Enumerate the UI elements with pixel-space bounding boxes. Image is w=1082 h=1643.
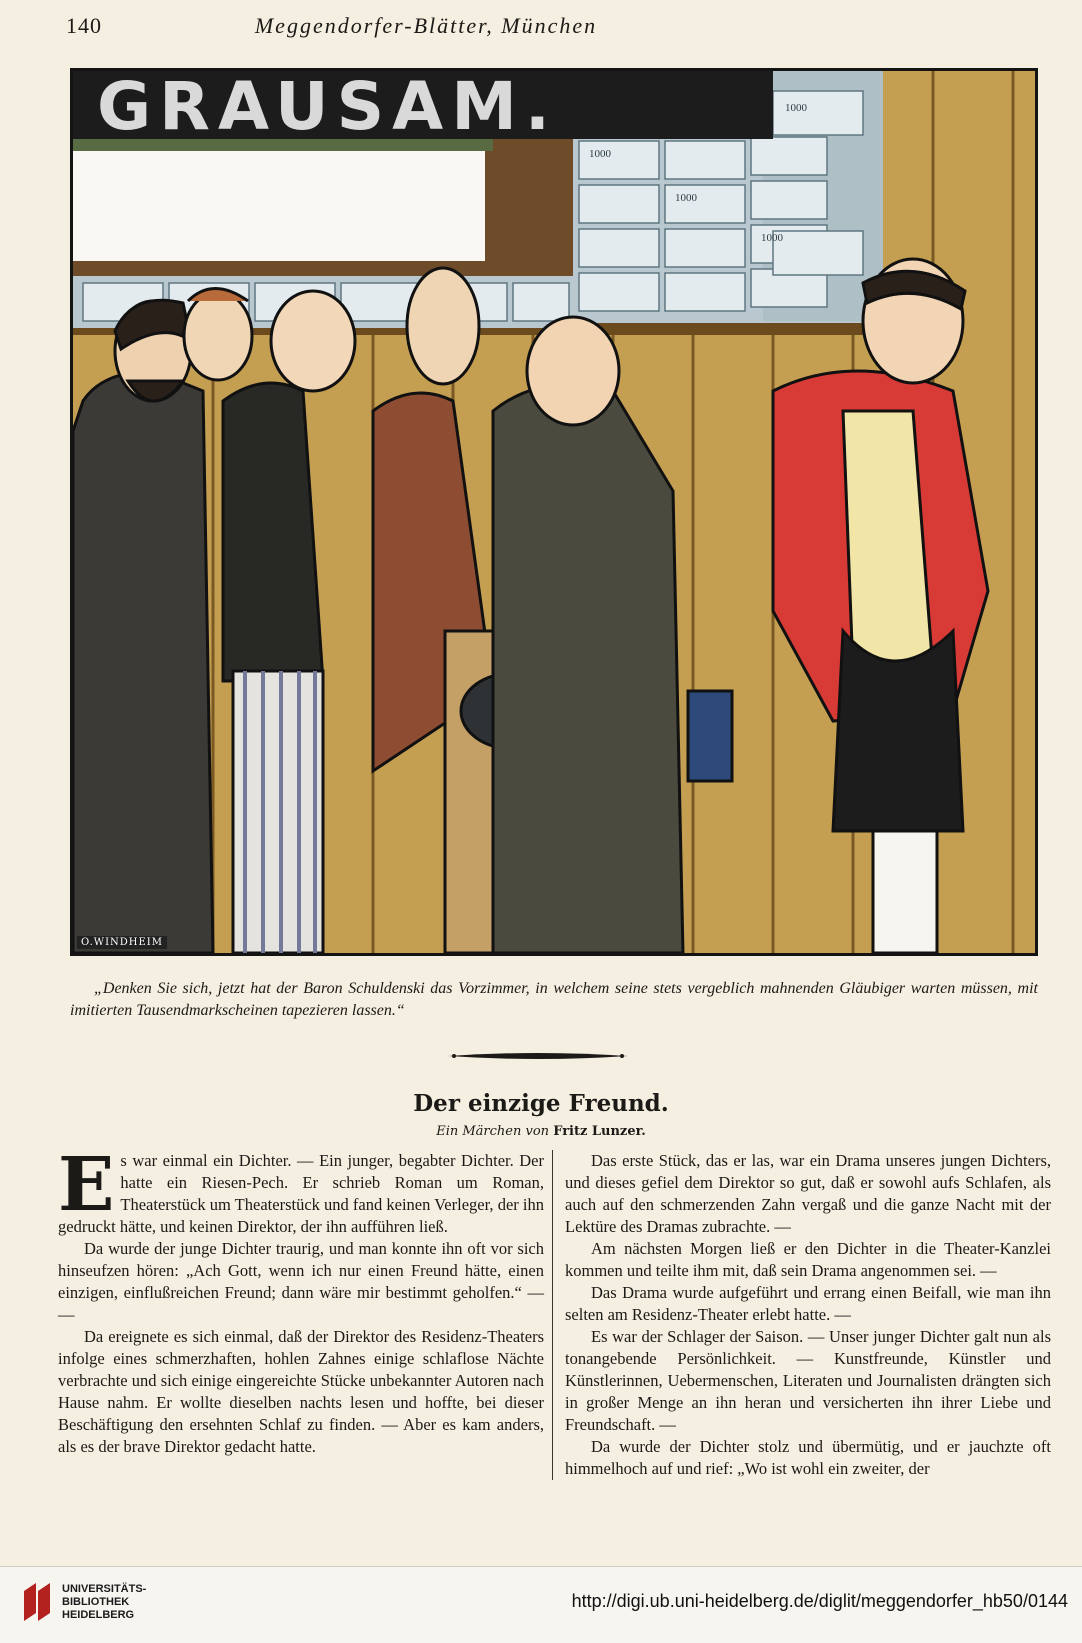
paragraph: Es war der Schlager der Saison. — Unser junger Dichter galt nun als tonangebende Persönlichkeit. — Kunstfreunde, Künstler und Künstlerinnen, Uebermenschen, Literaten und Journalisten drängten sich in großer Menge an ihn heran und versicherten ihn ihrer Liebe und Freundschaft. — [565, 1327, 1051, 1434]
cartoon-drawing [73, 71, 1035, 953]
story-byline [0, 1124, 1082, 1139]
page-header [66, 8, 750, 44]
footer-bar [0, 1566, 1082, 1643]
banknote-label: 1000 [785, 102, 807, 114]
banknote-label: 1000 [589, 148, 611, 160]
ornament-divider [448, 1050, 628, 1062]
title-lettering: GRAUSAM. [97, 71, 558, 145]
story-column-right [565, 1150, 1051, 1480]
paragraph: Da wurde der Dichter stolz und übermütig, und er jauchzte oft himmelhoch auf und rief: „Wo ist wohl ein zweiter, der [565, 1437, 1051, 1478]
paragraph: Das Drama wurde aufgeführt und errang einen Beifall, wie man ihn selten am Residenz-Theater erlebt hatte. — [565, 1283, 1051, 1324]
story-column-left [58, 1142, 544, 1458]
paragraph: Da wurde der junge Dichter traurig, und man konnte ihn oft vor sich hinseufzen hören: „Ach Gott, wenn ich nur einen Freund hätte, einen einzigen, einflußreichen Freund; dann wäre mir bestimmt geholfen.“ — — [58, 1239, 544, 1324]
institution-line: BIBLIOTHEK [62, 1596, 130, 1608]
banknote-label: 1000 [761, 232, 783, 244]
page-number: 140 [66, 13, 102, 38]
story-title: Der einzige Freund. [413, 1090, 669, 1117]
banknote-label: 1000 [675, 192, 697, 204]
paragraph: Da ereignete es sich einmal, daß der Direktor des Residenz-Theaters infolge eines schmerzhaften, hohlen Zahnes einige schlaflose Nächte verbrachte und sich einige eingereichte Stücke unbekannter Autoren nach Hause nahm. Er wollte dieselben nachts lesen und hoffte, bei dieser Beschäftigung den ersehnten Schlaf zu finden. — Aber es kam anders, als es der brave Direktor gedacht hatte. [58, 1327, 544, 1456]
publication-title: Meggendorfer-Blätter, München [254, 13, 598, 38]
artist-signature: O.WINDHEIM [77, 936, 167, 949]
column-divider [552, 1150, 553, 1480]
ub-logo-icon[interactable] [22, 1581, 52, 1623]
institution-name[interactable] [62, 1583, 146, 1622]
byline-author: Fritz Lunzer. [553, 1124, 646, 1139]
illustration-caption: „Denken Sie sich, jetzt hat der Baron Schuldenski das Vorzimmer, in welchem seine stets vergeblich mahnenden Gläubiger warten müssen, mit imitierten Tausendmarkscheinen tapezieren lassen.“ [70, 980, 1038, 1019]
paragraph [58, 1142, 544, 1238]
cartoon-illustration [70, 68, 1038, 956]
byline-prefix: Ein Märchen von [436, 1124, 550, 1139]
permalink-url[interactable]: http://digi.ub.uni-heidelberg.de/diglit/meggendorfer_hb50/0144 [571, 1591, 1068, 1611]
paragraph: Am nächsten Morgen ließ er den Dichter in die Theater-Kanzlei kommen und teilte ihm mit, daß sein Drama angenommen sei. — [565, 1239, 1051, 1280]
institution-line: HEIDELBERG [62, 1609, 135, 1621]
paragraph-text: s war einmal ein Dichter. — Ein junger, begabter Dichter. Der hatte ein Riesen-Pech. Er schrieb Roman um Roman, Theaterstück um Theaterstück und fand keinen Verleger, der ihn gedruckt hätte, und keinen Direktor, der ihn aufführen ließ. [58, 1151, 544, 1236]
institution-line: UNIVERSITÄTS- [62, 1583, 147, 1595]
paragraph: Das erste Stück, das er las, war ein Drama unseres jungen Dichters, und dieses gefiel dem Direktor so gut, daß er sowohl aufs Schlafen, als auch auf den schmerzenden Zahn vergaß und die ganze Nacht mit der Lektüre des Dramas zubrachte. — [565, 1151, 1051, 1236]
drop-cap: E [58, 1142, 115, 1228]
